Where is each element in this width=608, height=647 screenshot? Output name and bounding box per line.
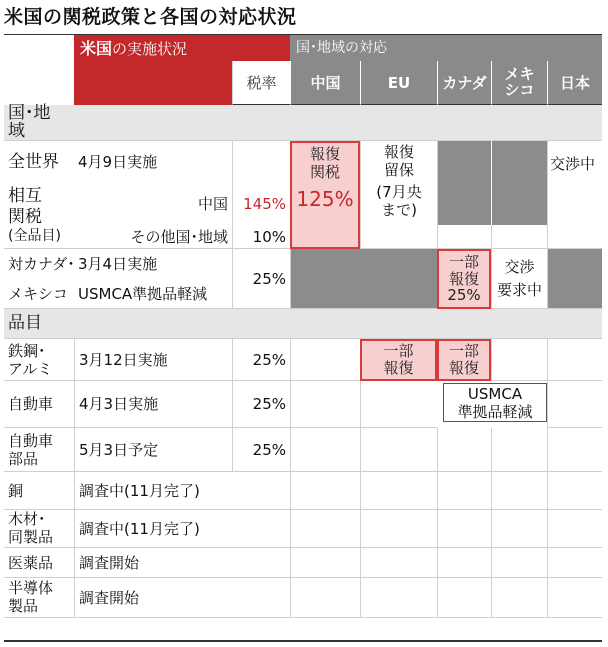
lumber-canada [437,510,491,548]
autos-usmca-box [443,383,547,422]
semis-china [290,578,360,618]
canada-mexico-date: 3月4日実施 [78,255,158,273]
mexico-header-line2: シコ [504,80,535,99]
pharma-label: 医薬品 [4,548,74,578]
lumber-mexico [491,510,547,548]
china-retaliation-line2: 関税 [309,163,340,181]
china-eu-na-gray [290,249,437,309]
auto-parts-date: 5月3日予定 [74,428,232,472]
autos-japan [547,381,602,428]
semis-label [4,578,74,618]
steel-canada-line1: 一部 [448,341,479,360]
countries-header: 国･地域の対応 [290,35,602,61]
mexico-header [491,61,547,105]
steel-eu-retaliation [360,339,437,381]
japan-negotiating: 交渉中 [550,155,596,173]
copper-status: 調査中(11月完了) [74,472,290,510]
steel-japan [547,339,602,381]
japan-worldwide-cell [547,141,602,249]
japan-na-gray [547,249,602,309]
copper-eu [360,472,437,510]
tax-rate-header: 税率 [232,61,290,105]
mexico-worldwide-gray [491,141,547,225]
autos-usmca-line1: USMCA [467,384,523,403]
canada-retaliation-line3: 25% [447,286,481,305]
auto-parts-japan [547,428,602,472]
pharma-eu [360,548,437,578]
china-retaliation-rate: 125% [296,187,354,211]
auto-parts-eu [360,428,437,472]
autos-usmca-line2: 準拠品軽減 [457,402,533,421]
reciprocal-others-label: その他国･地域 [74,225,232,249]
canada-retaliation-line1: 一部 [448,253,479,272]
reciprocal-others-rate: 10% [232,225,290,249]
auto-parts-mexico [491,428,547,472]
lumber-label [4,510,74,548]
auto-parts-label-line1: 自動車 [8,431,54,450]
autos-eu [360,381,437,428]
steel-rate: 25% [232,339,290,381]
lumber-china [290,510,360,548]
pharma-status: 調査開始 [74,548,290,578]
semis-label-line2: 製品 [8,596,39,615]
lumber-eu [360,510,437,548]
reciprocal-china-rate: 145% [243,195,286,213]
canada-mexico-label-line1: 対カナダ･ [8,255,75,273]
steel-canada-line2: 報復 [448,359,479,377]
china-header: 中国 [290,61,360,105]
lumber-label-line1: 木材･ [8,510,46,529]
canada-retaliation-line2: 報復 [448,269,479,288]
lumber-status: 調査中(11月完了) [74,510,290,548]
steel-canada-retaliation [437,339,491,381]
eu-reservation-cell [360,141,437,249]
eu-reservation-line1: 報復 [383,143,414,161]
mexico-negotiation-line1: 交渉 [504,258,535,276]
china-retaliation-box [290,141,360,249]
canada-worldwide-gray [437,141,491,225]
china-retaliation-line1: 報復 [309,145,340,163]
copper-canada [437,472,491,510]
canada-worldwide-white [437,225,491,249]
copper-china [290,472,360,510]
japan-header: 日本 [547,61,602,105]
section-country-line2: 域 [8,120,25,141]
auto-parts-label-line2: 部品 [8,449,39,468]
corner-cell [4,35,74,105]
copper-label: 銅 [4,472,74,510]
reciprocal-label-line2: 関税 [8,206,42,227]
canada-header: カナダ [437,61,491,105]
autos-china [290,381,360,428]
semis-label-line1: 半導体 [8,579,54,598]
auto-parts-china [290,428,360,472]
mexico-header-line1: メキ [504,64,535,83]
copper-mexico [491,472,547,510]
reciprocal-label [4,183,74,249]
eu-reservation-line2: 留保 [383,161,414,179]
pharma-japan [547,548,602,578]
autos-date: 4月3日実施 [74,381,232,428]
pharma-mexico [491,548,547,578]
us-status-rest: の実施状況 [112,40,188,58]
semis-canada [437,578,491,618]
worldwide-date: 4月9日実施 [78,153,158,171]
semis-eu [360,578,437,618]
mexico-negotiation-line2: 要求中 [496,280,542,299]
steel-china [290,339,360,381]
eu-header: EU [360,61,437,105]
canada-mexico-label-line2: メキシコ [4,279,74,309]
page-title: 米国の関税政策と各国の対応状況 [4,6,297,28]
steel-eu-line1: 一部 [383,341,414,360]
eu-reservation-line3: (7月央 [376,183,422,201]
lumber-label-line2: 同製品 [8,527,54,546]
tariff-table [4,34,602,642]
autos-label: 自動車 [4,381,74,428]
auto-parts-rate: 25% [232,428,290,472]
canada-retaliation-box [437,249,491,309]
section-country-line1: 国･地 [8,102,51,123]
autos-rate: 25% [232,381,290,428]
auto-parts-label [4,428,74,472]
semis-status: 調査開始 [74,578,290,618]
copper-japan [547,472,602,510]
mexico-negotiation-cell [491,249,547,309]
steel-label-line2: アルミ [8,359,53,378]
steel-mexico [491,339,547,381]
worldwide-label: 全世界 [8,151,59,172]
pharma-china [290,548,360,578]
steel-label-line1: 鉄鋼･ [8,341,46,360]
eu-reservation-line4: まで) [381,201,417,219]
pharma-canada [437,548,491,578]
canada-mexico-usmca: USMCA準拠品軽減 [74,279,232,309]
semis-mexico [491,578,547,618]
us-status-bold: 米国 [80,39,113,58]
auto-parts-canada [437,428,491,472]
reciprocal-label-line3: (全品目) [8,228,61,244]
section-country [4,102,602,141]
steel-date: 3月12日実施 [74,339,232,381]
canada-mexico-rate: 25% [232,249,290,309]
lumber-japan [547,510,602,548]
section-items: 品目 [4,309,602,339]
reciprocal-china-label: 中国 [197,195,228,213]
reciprocal-label-line1: 相互 [8,185,42,206]
mexico-worldwide-white [491,225,547,249]
steel-eu-line2: 報復 [383,359,414,377]
semis-japan [547,578,602,618]
steel-label [4,339,74,381]
